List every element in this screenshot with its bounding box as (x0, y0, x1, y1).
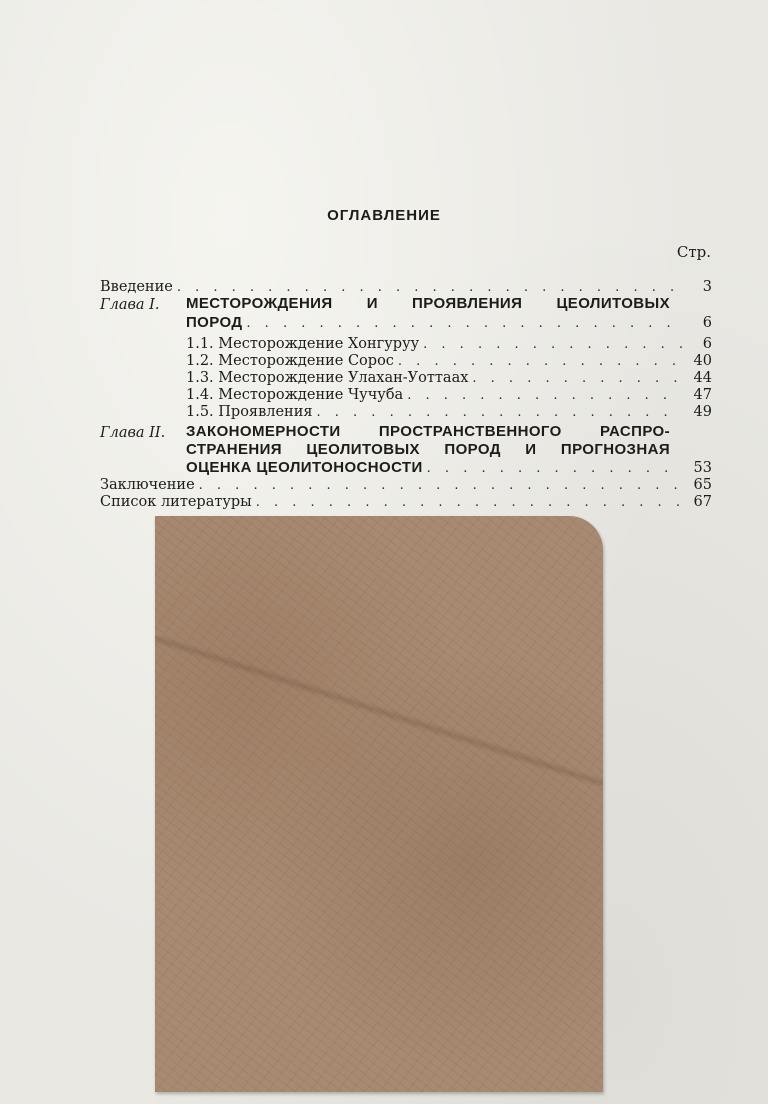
chapter-2-title-line-2[interactable]: СТРАНЕНИЯ ЦЕОЛИТОВЫХ ПОРОД И ПРОГНОЗНАЯ (186, 441, 670, 458)
dot-leader (317, 404, 682, 422)
toc-entry-page: 53 (693, 460, 712, 476)
toc-entry-label: 1.4. Месторождение Чучуба (186, 387, 404, 403)
toc-entry-section-1-1[interactable] (186, 335, 712, 353)
toc-entry-references[interactable] (100, 493, 712, 511)
toc-entry-label: 1.2. Месторождение Сорос (186, 353, 394, 369)
chapter-2-prefix: Глава II. (100, 425, 166, 441)
paper-insert (155, 516, 603, 1092)
toc-entry-page: 67 (693, 494, 712, 510)
toc-title: ОГЛАВЛЕНИЕ (327, 207, 441, 224)
toc-entry-page: 40 (693, 353, 712, 369)
toc-entry-intro[interactable] (100, 278, 712, 296)
toc-entry-page: 47 (693, 387, 712, 403)
toc-entry-label: Список литературы (100, 494, 252, 510)
toc-entry-page: 65 (693, 477, 712, 493)
paper-fold (155, 636, 603, 786)
toc-entry-page: 6 (702, 336, 712, 352)
toc-entry-label: 1.1. Месторождение Хонгуруу (186, 336, 420, 352)
toc-entry-section-1-5[interactable] (186, 403, 712, 421)
toc-entry-chapter-2[interactable] (186, 459, 712, 477)
page-column-label: Стр. (676, 243, 711, 261)
toc-entry-page: 49 (693, 404, 712, 420)
toc-entry-section-1-4[interactable] (186, 386, 712, 404)
chapter-1-prefix: Глава I. (100, 297, 160, 313)
chapter-1-title-line-1[interactable]: МЕСТОРОЖДЕНИЯ И ПРОЯВЛЕНИЯ ЦЕОЛИТОВЫХ (186, 295, 670, 312)
toc-entry-label: 1.3. Месторождение Улахан-Уоттаах (186, 370, 469, 386)
chapter-2-title-line-1[interactable]: ЗАКОНОМЕРНОСТИ ПРОСТРАНСТВЕННОГО РАСПРО- (186, 423, 670, 440)
toc-entry-page: 3 (702, 279, 712, 295)
toc-entry-section-1-3[interactable] (186, 369, 712, 387)
toc-entry-label: Введение (100, 279, 173, 295)
chapter-2-title-line-3: ОЦЕНКА ЦЕОЛИТОНОСНОСТИ (186, 459, 423, 476)
chapter-1-title-line-2: ПОРОД (186, 314, 243, 331)
dot-leader (246, 315, 682, 333)
dot-leader (256, 494, 682, 512)
toc-entry-page: 44 (693, 370, 712, 386)
toc-entry-section-1-2[interactable] (186, 352, 712, 370)
toc-entry-label: 1.5. Проявления (186, 404, 313, 420)
toc-entry-chapter-1[interactable] (186, 314, 712, 332)
toc-entry-conclusion[interactable] (100, 476, 712, 494)
toc-entry-page: 6 (702, 315, 712, 331)
toc-entry-label: Заключение (100, 477, 195, 493)
